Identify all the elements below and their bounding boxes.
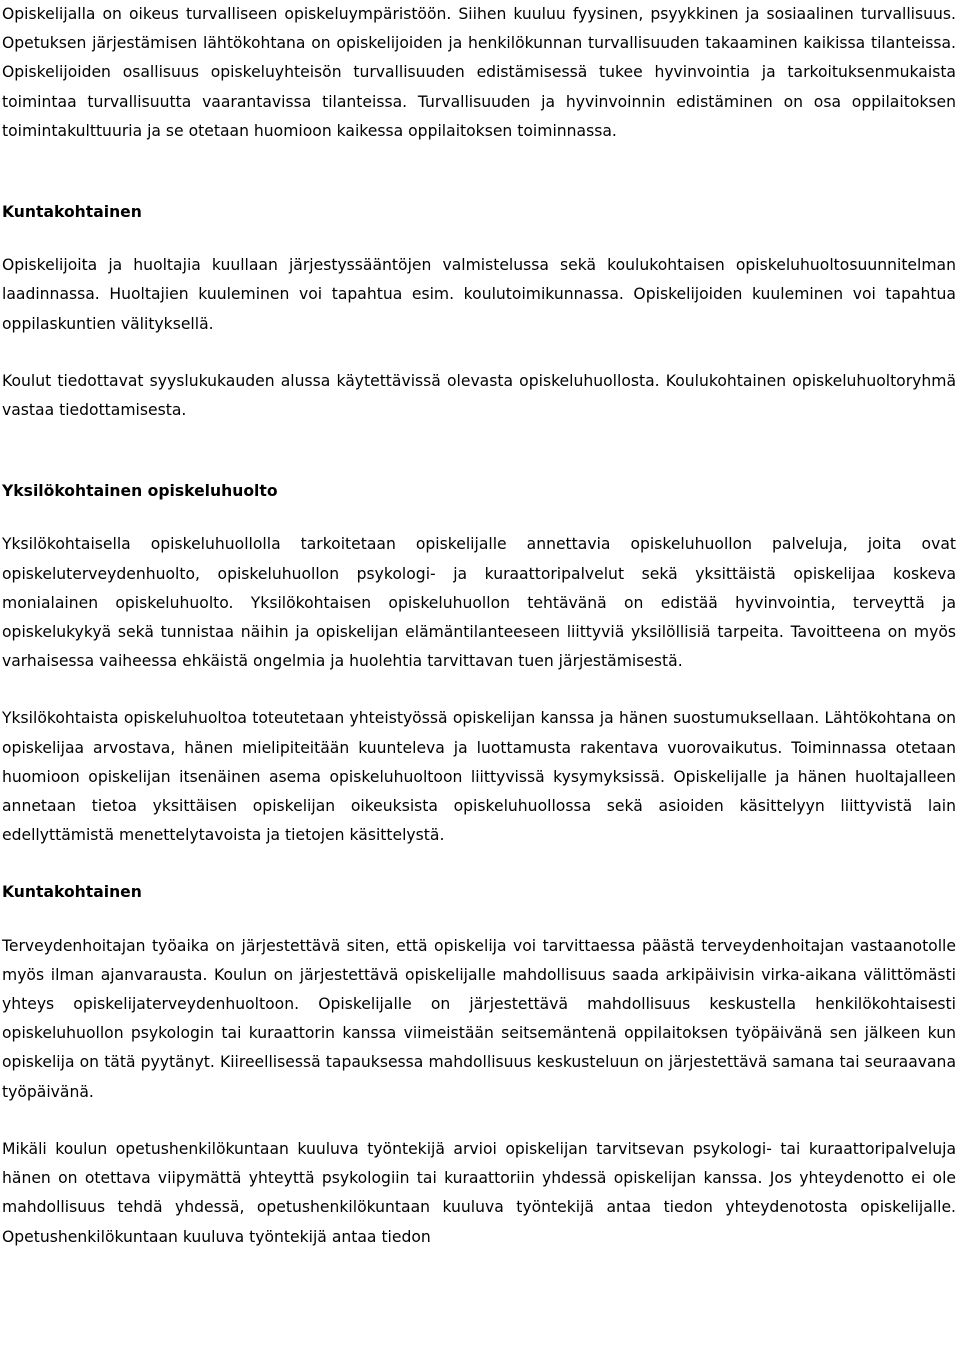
section-heading-individual-care: Yksilökohtainen opiskeluhuolto [2, 482, 278, 501]
spacer [2, 506, 956, 530]
paragraph-health-nurse-access: Terveydenhoitajan työaika on järjestettävä siten, että opiskelija voi tarvittaessa päästä terveydenhoitajan vastaanotolle myös ilman ajanvarausta. Koulun on järjestettävä opiskelijalle mahdollisuus saada arkipäivisin virka-aikana välittömästi yhteys opiskelijaterveydenhuoltoon. Opiskelijalle on järjestettävä mahdollisuus keskustella henkilökohtaisesti opiskeluhuollon psykologin tai kuraattorin kanssa viimeistään seitsemäntenä oppilaitoksen työpäivänä sen jälkeen kun opiskelija on tätä pyytänyt. Kiireellisessä tapauksessa mahdollisuus keskusteluun on järjestettävä samana tai seuraavana työpäivänä. [2, 936, 956, 1101]
paragraph-safe-environment: Opiskelijalla on oikeus turvalliseen opiskeluympäristöön. Siihen kuuluu fyysinen, psyykkinen ja sosiaalinen turvallisuus. Opetuksen järjestämisen lähtökohtana on opiskelijoiden ja henkilökunnan turvallisuuden takaaminen kaikissa tilanteissa. Opiskelijoiden osallisuus opiskeluyhteisön turvallisuuden edistämisessä tukee hyvinvointia ja tarkoituksenmukaista toimintaa turvallisuutta vaarantavissa tilanteissa. Turvallisuuden ja hyvinvoinnin edistäminen on osa oppilaitoksen toimintakulttuuria ja se otetaan huomioon kaikessa oppilaitoksen toiminnassa. [2, 5, 956, 140]
paragraph-schools-inform: Koulut tiedottavat syyslukukauden alussa käytettävissä olevasta opiskeluhuollosta. Koulukohtainen opiskeluhuoltoryhmä vastaa tiedottamisesta. [2, 371, 956, 420]
spacer [2, 425, 956, 477]
spacer [2, 339, 956, 367]
section-heading-municipal: Kuntakohtainen [2, 203, 142, 222]
spacer [2, 146, 956, 198]
spacer [2, 227, 956, 251]
section-heading-municipal-2: Kuntakohtainen [2, 883, 142, 902]
paragraph-hearing-students: Opiskelijoita ja huoltajia kuullaan järjestyssääntöjen valmistelussa sekä koulukohtaisen opiskeluhuoltosuunnitelman laadinnassa. Huoltajien kuuleminen voi tapahtua esim. koulutoimikunnassa. Opiskelijoiden kuuleminen voi tapahtua oppilaskuntien välityksellä. [2, 256, 956, 333]
paragraph-individual-care-cooperation: Yksilökohtaista opiskeluhuoltoa toteutetaan yhteistyössä opiskelijan kanssa ja hänen suostumuksellaan. Lähtökohtana on opiskelijaa arvostava, hänen mielipiteitään kuunteleva ja luottamusta rakentava vuorovaikutus. Toiminnassa otetaan huomioon opiskelijan itsenäinen asema opiskeluhuoltoon liittyvissä kysymyksissä. Opiskelijalle ja hänen huoltajalleen annetaan tietoa yksittäisen opiskelijan oikeuksista opiskeluhuollossa sekä asioiden käsittelyyn liittyvistä lain edellyttämistä menettelytavoista ja tietojen käsittelystä. [2, 709, 956, 845]
spacer [2, 1107, 956, 1135]
spacer [2, 676, 956, 704]
spacer [2, 850, 956, 878]
paragraph-staff-contact: Mikäli koulun opetushenkilökuntaan kuuluva työntekijä arvioi opiskelijan tarvitsevan psykologi- tai kuraattoripalveluja hänen on otettava viipymättä yhteyttä psykologiin tai kuraattoriin yhdessä opiskelijan kanssa. Jos yhteydenotto ei ole mahdollisuus tehdä yhdessä, opetushenkilökuntaan kuuluva työntekijä antaa tiedon yhteydenotosta opiskelijalle. Opetushenkilökuntaan kuuluva työntekijä antaa tiedon [2, 1139, 956, 1246]
document-page [2, 0, 956, 1252]
spacer [2, 908, 956, 932]
paragraph-individual-care-definition: Yksilökohtaisella opiskeluhuollolla tarkoitetaan opiskelijalle annettavia opiskeluhuollon palveluja, joita ovat opiskeluterveydenhuolto, opiskeluhuollon psykologi- ja kuraattoripalvelut sekä yksittäistä opiskelijaa koskeva monialainen opiskeluhuolto. Yksilökohtaisen opiskeluhuollon tehtävänä on edistää hyvinvointia, terveyttä ja opiskelukykyä sekä tunnistaa näihin ja opiskelijan elämäntilanteeseen liittyviä yksilöllisiä tarpeita. Tavoitteena on myös varhaisessa vaiheessa ehkäistä ongelmia ja huolehtia tarvittavan tuen järjestämisestä. [2, 535, 956, 671]
